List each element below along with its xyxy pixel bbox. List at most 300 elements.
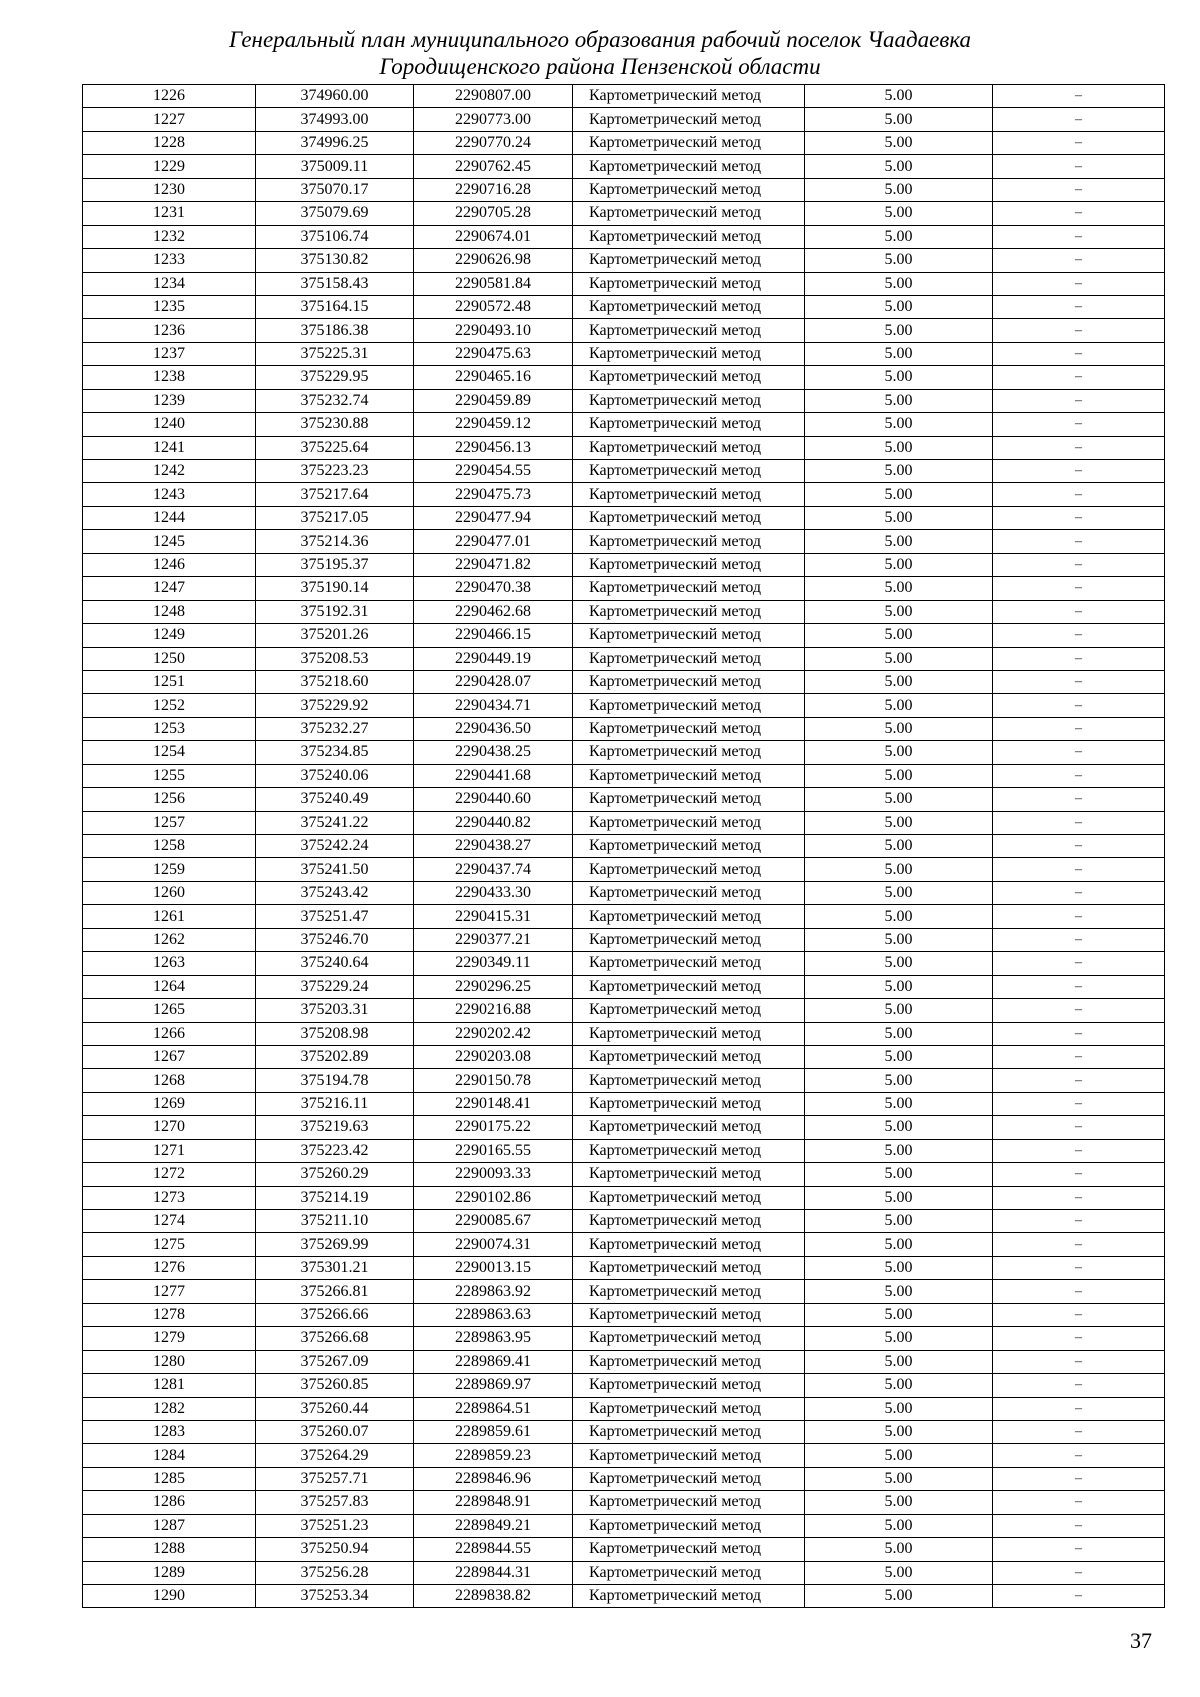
y-coordinate-cell: 2290438.25 <box>414 741 573 764</box>
note-cell: – <box>993 1397 1165 1420</box>
point-number-cell: 1275 <box>83 1233 256 1256</box>
table-row <box>83 1374 1165 1397</box>
note-cell: – <box>993 389 1165 412</box>
table-row <box>83 272 1165 295</box>
method-cell: Картометрический метод <box>573 1491 805 1514</box>
method-cell: Картометрический метод <box>573 1280 805 1303</box>
table-row <box>83 483 1165 506</box>
y-coordinate-cell: 2290074.31 <box>414 1233 573 1256</box>
point-number-cell: 1279 <box>83 1327 256 1350</box>
method-cell: Картометрический метод <box>573 506 805 529</box>
point-number-cell: 1276 <box>83 1256 256 1279</box>
accuracy-cell: 5.00 <box>805 858 993 881</box>
note-cell: – <box>993 1350 1165 1373</box>
point-number-cell: 1289 <box>83 1561 256 1584</box>
x-coordinate-cell: 375158.43 <box>256 272 414 295</box>
x-coordinate-cell: 375070.17 <box>256 178 414 201</box>
x-coordinate-cell: 375186.38 <box>256 319 414 342</box>
accuracy-cell: 5.00 <box>805 1069 993 1092</box>
point-number-cell: 1227 <box>83 108 256 131</box>
point-number-cell: 1283 <box>83 1420 256 1443</box>
note-cell: – <box>993 647 1165 670</box>
table-row <box>83 1186 1165 1209</box>
x-coordinate-cell: 375230.88 <box>256 413 414 436</box>
table-row <box>83 764 1165 787</box>
table-row <box>83 694 1165 717</box>
method-cell: Картометрический метод <box>573 1092 805 1115</box>
x-coordinate-cell: 375219.63 <box>256 1116 414 1139</box>
method-cell: Картометрический метод <box>573 319 805 342</box>
method-cell: Картометрический метод <box>573 1350 805 1373</box>
note-cell: – <box>993 858 1165 881</box>
x-coordinate-cell: 375256.28 <box>256 1561 414 1584</box>
accuracy-cell: 5.00 <box>805 1186 993 1209</box>
y-coordinate-cell: 2290202.42 <box>414 1022 573 1045</box>
accuracy-cell: 5.00 <box>805 131 993 154</box>
x-coordinate-cell: 375190.14 <box>256 577 414 600</box>
method-cell: Картометрический метод <box>573 764 805 787</box>
y-coordinate-cell: 2289864.51 <box>414 1397 573 1420</box>
point-number-cell: 1274 <box>83 1210 256 1233</box>
note-cell: – <box>993 1538 1165 1561</box>
method-cell: Картометрический метод <box>573 670 805 693</box>
accuracy-cell: 5.00 <box>805 506 993 529</box>
point-number-cell: 1268 <box>83 1069 256 1092</box>
accuracy-cell: 5.00 <box>805 1233 993 1256</box>
method-cell: Картометрический метод <box>573 155 805 178</box>
table-row <box>83 647 1165 670</box>
point-number-cell: 1277 <box>83 1280 256 1303</box>
y-coordinate-cell: 2290175.22 <box>414 1116 573 1139</box>
table-row <box>83 389 1165 412</box>
coordinates-table-body <box>83 85 1165 1608</box>
x-coordinate-cell: 375257.71 <box>256 1467 414 1490</box>
y-coordinate-cell: 2289848.91 <box>414 1491 573 1514</box>
note-cell: – <box>993 624 1165 647</box>
accuracy-cell: 5.00 <box>805 1467 993 1490</box>
note-cell: – <box>993 1585 1165 1608</box>
method-cell: Картометрический метод <box>573 999 805 1022</box>
accuracy-cell: 5.00 <box>805 155 993 178</box>
y-coordinate-cell: 2290459.12 <box>414 413 573 436</box>
accuracy-cell: 5.00 <box>805 1116 993 1139</box>
x-coordinate-cell: 375194.78 <box>256 1069 414 1092</box>
accuracy-cell: 5.00 <box>805 389 993 412</box>
method-cell: Картометрический метод <box>573 366 805 389</box>
x-coordinate-cell: 375214.36 <box>256 530 414 553</box>
accuracy-cell: 5.00 <box>805 647 993 670</box>
method-cell: Картометрический метод <box>573 741 805 764</box>
y-coordinate-cell: 2290165.55 <box>414 1139 573 1162</box>
method-cell: Картометрический метод <box>573 1374 805 1397</box>
note-cell: – <box>993 788 1165 811</box>
x-coordinate-cell: 375202.89 <box>256 1045 414 1068</box>
accuracy-cell: 5.00 <box>805 295 993 318</box>
x-coordinate-cell: 375251.23 <box>256 1514 414 1537</box>
y-coordinate-cell: 2290674.01 <box>414 225 573 248</box>
accuracy-cell: 5.00 <box>805 483 993 506</box>
point-number-cell: 1266 <box>83 1022 256 1045</box>
y-coordinate-cell: 2290475.73 <box>414 483 573 506</box>
y-coordinate-cell: 2290415.31 <box>414 905 573 928</box>
table-row <box>83 858 1165 881</box>
point-number-cell: 1248 <box>83 600 256 623</box>
note-cell: – <box>993 225 1165 248</box>
y-coordinate-cell: 2290581.84 <box>414 272 573 295</box>
x-coordinate-cell: 375201.26 <box>256 624 414 647</box>
point-number-cell: 1259 <box>83 858 256 881</box>
accuracy-cell: 5.00 <box>805 788 993 811</box>
table-row <box>83 1420 1165 1443</box>
accuracy-cell: 5.00 <box>805 764 993 787</box>
table-row <box>83 1444 1165 1467</box>
accuracy-cell: 5.00 <box>805 999 993 1022</box>
table-row <box>83 928 1165 951</box>
note-cell: – <box>993 1561 1165 1584</box>
accuracy-cell: 5.00 <box>805 1139 993 1162</box>
note-cell: – <box>993 1256 1165 1279</box>
table-row <box>83 1397 1165 1420</box>
table-row <box>83 1585 1165 1608</box>
y-coordinate-cell: 2289863.92 <box>414 1280 573 1303</box>
point-number-cell: 1288 <box>83 1538 256 1561</box>
note-cell: – <box>993 366 1165 389</box>
x-coordinate-cell: 375223.42 <box>256 1139 414 1162</box>
point-number-cell: 1253 <box>83 717 256 740</box>
method-cell: Картометрический метод <box>573 1210 805 1233</box>
accuracy-cell: 5.00 <box>805 342 993 365</box>
method-cell: Картометрический метод <box>573 1116 805 1139</box>
point-number-cell: 1243 <box>83 483 256 506</box>
point-number-cell: 1267 <box>83 1045 256 1068</box>
x-coordinate-cell: 375217.64 <box>256 483 414 506</box>
y-coordinate-cell: 2290428.07 <box>414 670 573 693</box>
accuracy-cell: 5.00 <box>805 460 993 483</box>
point-number-cell: 1250 <box>83 647 256 670</box>
x-coordinate-cell: 375250.94 <box>256 1538 414 1561</box>
point-number-cell: 1290 <box>83 1585 256 1608</box>
method-cell: Картометрический метод <box>573 1444 805 1467</box>
note-cell: – <box>993 342 1165 365</box>
table-row <box>83 952 1165 975</box>
x-coordinate-cell: 375253.34 <box>256 1585 414 1608</box>
point-number-cell: 1272 <box>83 1163 256 1186</box>
x-coordinate-cell: 375240.64 <box>256 952 414 975</box>
accuracy-cell: 5.00 <box>805 928 993 951</box>
y-coordinate-cell: 2290150.78 <box>414 1069 573 1092</box>
table-row <box>83 295 1165 318</box>
coordinates-table <box>82 84 1165 1608</box>
note-cell: – <box>993 413 1165 436</box>
y-coordinate-cell: 2290459.89 <box>414 389 573 412</box>
accuracy-cell: 5.00 <box>805 202 993 225</box>
method-cell: Картометрический метод <box>573 342 805 365</box>
accuracy-cell: 5.00 <box>805 811 993 834</box>
note-cell: – <box>993 1327 1165 1350</box>
note-cell: – <box>993 835 1165 858</box>
y-coordinate-cell: 2290434.71 <box>414 694 573 717</box>
table-row <box>83 1210 1165 1233</box>
y-coordinate-cell: 2289859.23 <box>414 1444 573 1467</box>
method-cell: Картометрический метод <box>573 1256 805 1279</box>
point-number-cell: 1282 <box>83 1397 256 1420</box>
note-cell: – <box>993 1045 1165 1068</box>
method-cell: Картометрический метод <box>573 694 805 717</box>
note-cell: – <box>993 506 1165 529</box>
x-coordinate-cell: 375260.29 <box>256 1163 414 1186</box>
accuracy-cell: 5.00 <box>805 1045 993 1068</box>
method-cell: Картометрический метод <box>573 1397 805 1420</box>
table-row <box>83 1280 1165 1303</box>
table-row <box>83 319 1165 342</box>
note-cell: – <box>993 530 1165 553</box>
y-coordinate-cell: 2290436.50 <box>414 717 573 740</box>
method-cell: Картометрический метод <box>573 1327 805 1350</box>
table-row <box>83 717 1165 740</box>
x-coordinate-cell: 374993.00 <box>256 108 414 131</box>
point-number-cell: 1238 <box>83 366 256 389</box>
document-header <box>0 26 1200 80</box>
method-cell: Картометрический метод <box>573 624 805 647</box>
y-coordinate-cell: 2289863.63 <box>414 1303 573 1326</box>
y-coordinate-cell: 2290296.25 <box>414 975 573 998</box>
y-coordinate-cell: 2290433.30 <box>414 881 573 904</box>
x-coordinate-cell: 375241.22 <box>256 811 414 834</box>
y-coordinate-cell: 2289869.41 <box>414 1350 573 1373</box>
method-cell: Картометрический метод <box>573 1420 805 1443</box>
y-coordinate-cell: 2290773.00 <box>414 108 573 131</box>
method-cell: Картометрический метод <box>573 1233 805 1256</box>
table-row <box>83 1561 1165 1584</box>
note-cell: – <box>993 741 1165 764</box>
accuracy-cell: 5.00 <box>805 1538 993 1561</box>
method-cell: Картометрический метод <box>573 131 805 154</box>
note-cell: – <box>993 999 1165 1022</box>
header-title-line-2: Городищенского района Пензенской области <box>379 54 821 79</box>
point-number-cell: 1281 <box>83 1374 256 1397</box>
table-row <box>83 506 1165 529</box>
method-cell: Картометрический метод <box>573 952 805 975</box>
note-cell: – <box>993 272 1165 295</box>
method-cell: Картометрический метод <box>573 1303 805 1326</box>
accuracy-cell: 5.00 <box>805 366 993 389</box>
method-cell: Картометрический метод <box>573 1163 805 1186</box>
page-number: 37 <box>1130 1628 1152 1653</box>
accuracy-cell: 5.00 <box>805 530 993 553</box>
note-cell: – <box>993 295 1165 318</box>
x-coordinate-cell: 375234.85 <box>256 741 414 764</box>
accuracy-cell: 5.00 <box>805 1256 993 1279</box>
method-cell: Картометрический метод <box>573 811 805 834</box>
note-cell: – <box>993 975 1165 998</box>
table-row <box>83 1045 1165 1068</box>
table-row <box>83 1514 1165 1537</box>
x-coordinate-cell: 375216.11 <box>256 1092 414 1115</box>
y-coordinate-cell: 2290148.41 <box>414 1092 573 1115</box>
point-number-cell: 1285 <box>83 1467 256 1490</box>
method-cell: Картометрический метод <box>573 1069 805 1092</box>
method-cell: Картометрический метод <box>573 1139 805 1162</box>
note-cell: – <box>993 764 1165 787</box>
y-coordinate-cell: 2290471.82 <box>414 553 573 576</box>
point-number-cell: 1286 <box>83 1491 256 1514</box>
table-row <box>83 741 1165 764</box>
note-cell: – <box>993 1491 1165 1514</box>
point-number-cell: 1273 <box>83 1186 256 1209</box>
method-cell: Картометрический метод <box>573 225 805 248</box>
x-coordinate-cell: 375246.70 <box>256 928 414 951</box>
point-number-cell: 1264 <box>83 975 256 998</box>
x-coordinate-cell: 375164.15 <box>256 295 414 318</box>
point-number-cell: 1230 <box>83 178 256 201</box>
table-row <box>83 155 1165 178</box>
y-coordinate-cell: 2290770.24 <box>414 131 573 154</box>
point-number-cell: 1251 <box>83 670 256 693</box>
note-cell: – <box>993 1163 1165 1186</box>
y-coordinate-cell: 2289844.55 <box>414 1538 573 1561</box>
x-coordinate-cell: 375225.31 <box>256 342 414 365</box>
x-coordinate-cell: 375266.68 <box>256 1327 414 1350</box>
method-cell: Картометрический метод <box>573 1514 805 1537</box>
accuracy-cell: 5.00 <box>805 272 993 295</box>
point-number-cell: 1256 <box>83 788 256 811</box>
accuracy-cell: 5.00 <box>805 577 993 600</box>
table-row <box>83 342 1165 365</box>
x-coordinate-cell: 375260.07 <box>256 1420 414 1443</box>
accuracy-cell: 5.00 <box>805 1210 993 1233</box>
method-cell: Картометрический метод <box>573 553 805 576</box>
table-row <box>83 1256 1165 1279</box>
point-number-cell: 1258 <box>83 835 256 858</box>
y-coordinate-cell: 2290477.01 <box>414 530 573 553</box>
accuracy-cell: 5.00 <box>805 553 993 576</box>
table-row <box>83 881 1165 904</box>
y-coordinate-cell: 2290493.10 <box>414 319 573 342</box>
y-coordinate-cell: 2290093.33 <box>414 1163 573 1186</box>
method-cell: Картометрический метод <box>573 647 805 670</box>
y-coordinate-cell: 2290438.27 <box>414 835 573 858</box>
point-number-cell: 1278 <box>83 1303 256 1326</box>
x-coordinate-cell: 375225.64 <box>256 436 414 459</box>
point-number-cell: 1242 <box>83 460 256 483</box>
note-cell: – <box>993 319 1165 342</box>
point-number-cell: 1287 <box>83 1514 256 1537</box>
note-cell: – <box>993 1139 1165 1162</box>
accuracy-cell: 5.00 <box>805 225 993 248</box>
note-cell: – <box>993 1210 1165 1233</box>
x-coordinate-cell: 374996.25 <box>256 131 414 154</box>
point-number-cell: 1235 <box>83 295 256 318</box>
method-cell: Картометрический метод <box>573 788 805 811</box>
method-cell: Картометрический метод <box>573 717 805 740</box>
point-number-cell: 1263 <box>83 952 256 975</box>
accuracy-cell: 5.00 <box>805 413 993 436</box>
table-row <box>83 530 1165 553</box>
point-number-cell: 1269 <box>83 1092 256 1115</box>
y-coordinate-cell: 2290440.60 <box>414 788 573 811</box>
table-row <box>83 202 1165 225</box>
y-coordinate-cell: 2289859.61 <box>414 1420 573 1443</box>
table-row <box>83 1538 1165 1561</box>
method-cell: Картометрический метод <box>573 1561 805 1584</box>
note-cell: – <box>993 952 1165 975</box>
header-title-line-1: Генеральный план муниципального образования рабочий поселок Чаадаевка <box>228 27 972 52</box>
x-coordinate-cell: 375217.05 <box>256 506 414 529</box>
accuracy-cell: 5.00 <box>805 1092 993 1115</box>
y-coordinate-cell: 2289849.21 <box>414 1514 573 1537</box>
note-cell: – <box>993 553 1165 576</box>
x-coordinate-cell: 375266.81 <box>256 1280 414 1303</box>
point-number-cell: 1270 <box>83 1116 256 1139</box>
accuracy-cell: 5.00 <box>805 835 993 858</box>
table-row <box>83 178 1165 201</box>
x-coordinate-cell: 375229.95 <box>256 366 414 389</box>
y-coordinate-cell: 2290437.74 <box>414 858 573 881</box>
x-coordinate-cell: 375232.74 <box>256 389 414 412</box>
table-row <box>83 835 1165 858</box>
point-number-cell: 1261 <box>83 905 256 928</box>
x-coordinate-cell: 375218.60 <box>256 670 414 693</box>
accuracy-cell: 5.00 <box>805 108 993 131</box>
table-row <box>83 413 1165 436</box>
point-number-cell: 1245 <box>83 530 256 553</box>
accuracy-cell: 5.00 <box>805 905 993 928</box>
y-coordinate-cell: 2290377.21 <box>414 928 573 951</box>
x-coordinate-cell: 375240.49 <box>256 788 414 811</box>
accuracy-cell: 5.00 <box>805 1585 993 1608</box>
x-coordinate-cell: 375267.09 <box>256 1350 414 1373</box>
accuracy-cell: 5.00 <box>805 694 993 717</box>
y-coordinate-cell: 2289844.31 <box>414 1561 573 1584</box>
accuracy-cell: 5.00 <box>805 952 993 975</box>
table-row <box>83 1092 1165 1115</box>
table-row <box>83 249 1165 272</box>
x-coordinate-cell: 375260.85 <box>256 1374 414 1397</box>
accuracy-cell: 5.00 <box>805 1350 993 1373</box>
note-cell: – <box>993 1444 1165 1467</box>
y-coordinate-cell: 2290462.68 <box>414 600 573 623</box>
method-cell: Картометрический метод <box>573 577 805 600</box>
accuracy-cell: 5.00 <box>805 1280 993 1303</box>
point-number-cell: 1239 <box>83 389 256 412</box>
accuracy-cell: 5.00 <box>805 1022 993 1045</box>
point-number-cell: 1240 <box>83 413 256 436</box>
method-cell: Картометрический метод <box>573 1585 805 1608</box>
table-row <box>83 975 1165 998</box>
table-row <box>83 788 1165 811</box>
note-cell: – <box>993 577 1165 600</box>
point-number-cell: 1231 <box>83 202 256 225</box>
accuracy-cell: 5.00 <box>805 1444 993 1467</box>
accuracy-cell: 5.00 <box>805 1491 993 1514</box>
x-coordinate-cell: 375243.42 <box>256 881 414 904</box>
x-coordinate-cell: 375208.98 <box>256 1022 414 1045</box>
table-row <box>83 670 1165 693</box>
method-cell: Картометрический метод <box>573 85 805 108</box>
method-cell: Картометрический метод <box>573 272 805 295</box>
method-cell: Картометрический метод <box>573 413 805 436</box>
point-number-cell: 1265 <box>83 999 256 1022</box>
point-number-cell: 1255 <box>83 764 256 787</box>
note-cell: – <box>993 108 1165 131</box>
y-coordinate-cell: 2290013.15 <box>414 1256 573 1279</box>
y-coordinate-cell: 2289846.96 <box>414 1467 573 1490</box>
table-row <box>83 366 1165 389</box>
note-cell: – <box>993 811 1165 834</box>
method-cell: Картометрический метод <box>573 1045 805 1068</box>
accuracy-cell: 5.00 <box>805 717 993 740</box>
point-number-cell: 1228 <box>83 131 256 154</box>
